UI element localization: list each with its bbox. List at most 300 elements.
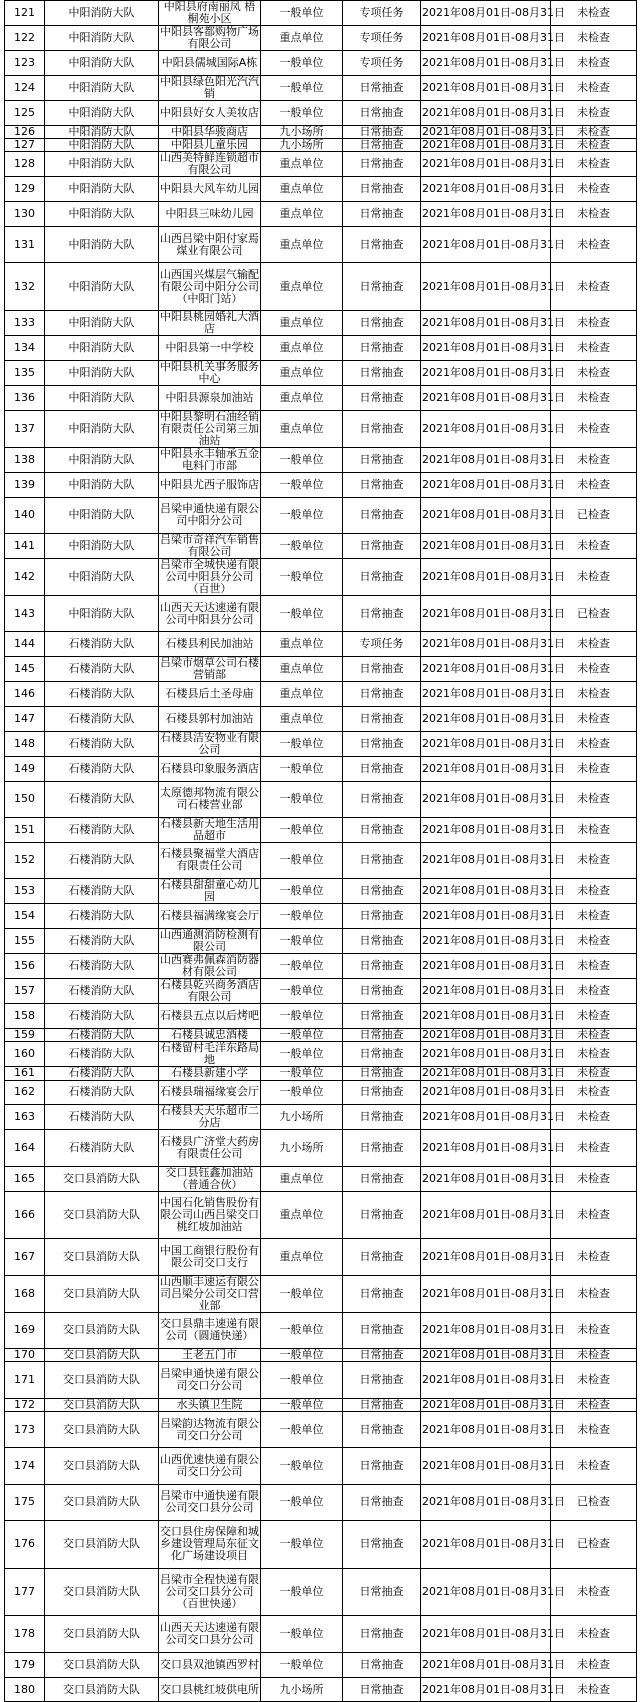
unit-name-cell: 中阳县客都购物广场有限公司 [160,25,259,50]
inspection-status-cell: 未检查 [551,26,637,51]
unit-name-cell: 石楼县诚忠酒楼 [159,1028,261,1041]
fire-team-cell: 中阳消防大队 [45,447,159,472]
table-row [5,904,637,929]
table-row [5,311,637,336]
unit-level-cell: 九小场所 [261,125,343,138]
table-row [5,1412,637,1448]
table-row [5,817,637,842]
unit-level-cell: 重点单位 [261,682,343,707]
row-number-cell: 132 [5,263,45,311]
fire-team-cell: 中阳消防大队 [45,385,159,410]
unit-level-cell: 重点单位 [261,1166,343,1191]
unit-level-cell: 重点单位 [261,1239,343,1275]
task-type-cell: 日常抽查 [343,1412,421,1448]
row-number-cell: 144 [5,632,45,657]
unit-name-cell: 中阳县三味幼儿园 [159,202,261,227]
row-number-cell: 138 [5,447,45,472]
inspection-status-cell: 未检查 [551,177,637,202]
task-type-cell: 日常抽查 [343,1105,421,1130]
inspection-period-cell: 2021年08月01日-08月31日 [421,1166,551,1191]
table-row [5,657,637,682]
fire-team-cell: 交口县消防大队 [45,1677,159,1702]
unit-level-cell: 一般单位 [261,100,343,125]
inspection-status-cell: 未检查 [551,51,637,76]
task-type-cell: 日常抽查 [343,657,421,682]
inspection-status-cell: 未检查 [551,1080,637,1105]
inspection-period-cell: 2021年08月01日-08月31日 [421,879,551,904]
row-number-cell: 178 [5,1616,45,1652]
row-number-cell: 137 [5,410,45,447]
unit-name-cell: 交口县钰鑫加油站（普通合伙） [159,1166,261,1191]
table-row [5,263,637,311]
fire-team-cell: 石楼消防大队 [45,1003,159,1028]
row-number-cell: 179 [5,1652,45,1677]
row-number-cell: 149 [5,756,45,781]
table-row [5,879,637,904]
row-number-cell: 134 [5,336,45,361]
table-row [5,953,637,978]
fire-team-cell: 中阳消防大队 [45,177,159,202]
unit-level-cell: 重点单位 [261,385,343,410]
task-type-cell: 日常抽查 [343,472,421,497]
unit-level-cell: 一般单位 [261,1003,343,1028]
row-number-cell: 145 [5,657,45,682]
fire-team-cell: 中阳消防大队 [45,75,159,100]
unit-name-cell: 交口县鼎丰速递有限公司（圆通快递） [159,1312,261,1348]
inspection-period-cell: 2021年08月01日-08月31日 [421,75,551,100]
inspection-status-cell: 未检查 [551,1312,637,1348]
task-type-cell: 日常抽查 [343,1362,421,1398]
table-row [5,1275,637,1312]
inspection-period-cell: 2021年08月01日-08月31日 [421,558,551,595]
table-row [5,842,637,878]
unit-name-cell: 王老五门市 [159,1349,261,1362]
table-row [5,385,637,410]
inspection-status-cell: 未检查 [551,1362,637,1398]
table-row [5,632,637,657]
inspection-period-cell: 2021年08月01日-08月31日 [421,1191,551,1239]
table-row [5,447,637,472]
table-row [5,595,637,631]
inspection-period-cell: 2021年08月01日-08月31日 [421,1652,551,1677]
task-type-cell: 日常抽查 [343,558,421,595]
unit-name-cell: 石楼县洁安物业有限公司 [160,730,259,756]
unit-name-cell: 吕梁市中通快递有限公司交口县分公司 [159,1484,261,1520]
row-number-cell: 152 [5,842,45,878]
inspection-status-cell: 未检查 [551,558,637,595]
task-type-cell: 专项任务 [343,632,421,657]
inspection-period-cell: 2021年08月01日-08月31日 [422,1027,565,1041]
unit-name-cell: 中阳县大风车幼儿园 [159,177,261,202]
unit-name-cell: 交口县双池镇西罗村 [159,1652,261,1677]
inspection-period-cell: 2021年08月01日-08月31日 [421,227,551,263]
unit-level-cell: 重点单位 [261,227,343,263]
unit-name-cell: 中阳县尤西子服饰店 [159,472,261,497]
inspection-period-cell: 2021年08月01日-08月31日 [422,138,565,152]
fire-team-cell: 交口县消防大队 [45,1312,159,1348]
inspection-status-cell: 未检查 [551,1568,637,1616]
row-number-cell: 172 [5,1398,45,1411]
unit-level-cell: 一般单位 [261,842,343,878]
row-number-cell: 141 [5,533,45,558]
task-type-cell: 日常抽查 [343,263,421,311]
inspection-period-cell: 2021年08月01日-08月31日 [421,781,551,817]
fire-team-cell: 中阳消防大队 [45,497,159,533]
inspection-period-cell: 2021年08月01日-08月31日 [421,928,551,953]
inspection-status-cell: 未检查 [551,152,637,177]
table-row [5,75,637,100]
unit-name-cell: 石楼县印象服务酒店 [159,756,261,781]
task-type-cell: 日常抽查 [343,1349,421,1362]
row-number-cell: 155 [5,928,45,953]
task-type-cell: 日常抽查 [343,1130,421,1166]
unit-name-cell: 交口县住房保障和城乡建设管理局东征文化广场建设项目 [159,1520,261,1568]
inspection-status-cell: 未检查 [551,978,637,1003]
row-number-cell: 136 [5,385,45,410]
inspection-period-cell: 2021年08月01日-08月31日 [421,657,551,682]
row-number-cell: 174 [5,1448,45,1484]
unit-level-cell: 重点单位 [261,336,343,361]
unit-name-cell: 吕梁市全城快递有限公司中阳县分公司（百世） [160,557,259,595]
inspection-period-cell: 2021年08月01日-08月31日 [421,51,551,76]
inspection-period-cell: 2021年08月01日-08月31日 [422,1397,565,1411]
inspection-period-cell: 2021年08月01日-08月31日 [421,1520,551,1568]
unit-level-cell: 一般单位 [261,1042,343,1067]
table-row [5,1616,637,1652]
fire-team-cell: 中阳消防大队 [45,139,159,152]
unit-level-cell: 一般单位 [261,756,343,781]
inspection-status-cell: 未检查 [551,1616,637,1652]
inspection-status-cell: 未检查 [551,311,637,336]
unit-level-cell: 一般单位 [261,1412,343,1448]
unit-level-cell: 重点单位 [261,657,343,682]
task-type-cell: 日常抽查 [343,1028,421,1041]
fire-team-cell: 石楼消防大队 [45,978,159,1003]
fire-team-cell: 中阳消防大队 [45,595,159,631]
unit-level-cell: 一般单位 [261,1568,343,1616]
inspection-period-cell: 2021年08月01日-08月31日 [421,1003,551,1028]
fire-team-cell: 石楼消防大队 [45,1130,159,1166]
row-number-cell: 154 [5,904,45,929]
task-type-cell: 日常抽查 [343,1191,421,1239]
inspection-status-cell: 未检查 [551,472,637,497]
inspection-status-cell: 未检查 [551,410,637,447]
row-number-cell: 158 [5,1003,45,1028]
unit-level-cell: 一般单位 [261,978,343,1003]
table-row [5,1130,637,1166]
table-row [5,533,637,558]
task-type-cell: 日常抽查 [343,1616,421,1652]
unit-level-cell: 重点单位 [261,410,343,447]
unit-level-cell: 重点单位 [261,177,343,202]
row-number-cell: 139 [5,472,45,497]
inspection-period-cell: 2021年08月01日-08月31日 [421,1239,551,1275]
inspection-period-cell: 2021年08月01日-08月31日 [421,1130,551,1166]
table-row [5,756,637,781]
unit-level-cell: 九小场所 [261,139,343,152]
task-type-cell: 日常抽查 [343,336,421,361]
task-type-cell: 日常抽查 [343,781,421,817]
unit-name-cell: 中阳县永丰轴承五金电料门市部 [160,446,259,472]
row-number-cell: 135 [5,360,45,385]
unit-level-cell: 一般单位 [261,1484,343,1520]
unit-level-cell: 一般单位 [261,1520,343,1568]
unit-name-cell: 山西吕梁中阳付家焉煤业有限公司 [159,227,261,263]
table-row [5,1349,637,1362]
inspection-period-cell: 2021年08月01日-08月31日 [421,1312,551,1348]
unit-name-cell: 中阳县华骏商店 [159,125,261,138]
inspection-period-cell: 2021年08月01日-08月31日 [422,1066,565,1080]
unit-name-cell: 山西顺丰速运有限公司吕梁分公司交口营业部 [160,1274,259,1312]
task-type-cell: 日常抽查 [343,879,421,904]
fire-team-cell: 交口县消防大队 [45,1616,159,1652]
inspection-status-cell: 未检查 [551,1191,637,1239]
table-row [5,1166,637,1191]
task-type-cell: 日常抽查 [343,1568,421,1616]
unit-name-cell: 石楼县郭村加油站 [159,706,261,731]
inspection-status-cell: 未检查 [551,533,637,558]
inspection-period-cell: 2021年08月01日-08月31日 [421,1042,551,1067]
inspection-status-cell: 已检查 [551,497,637,533]
inspection-status-cell: 未检查 [551,1105,637,1130]
inspection-status-cell: 未检查 [551,682,637,707]
row-number-cell: 167 [5,1239,45,1275]
inspection-period-cell: 2021年08月01日-08月31日 [421,1616,551,1652]
inspection-status-cell: 未检查 [551,385,637,410]
fire-team-cell: 石楼消防大队 [45,879,159,904]
table-row [5,497,637,533]
table-row [5,978,637,1003]
task-type-cell: 日常抽查 [343,953,421,978]
table-row [5,1484,637,1520]
task-type-cell: 日常抽查 [343,177,421,202]
unit-name-cell: 石楼县新天地生活用品超市 [160,816,259,842]
fire-team-cell: 交口县消防大队 [45,1166,159,1191]
unit-name-cell: 中阳县儿童乐园 [159,139,261,152]
fire-team-cell: 石楼消防大队 [45,781,159,817]
unit-name-cell: 石楼县利民加油站 [159,632,261,657]
task-type-cell: 日常抽查 [343,139,421,152]
table-row [5,26,637,51]
inspection-period-cell: 2021年08月01日-08月31日 [421,385,551,410]
unit-name-cell: 吕梁韵达物流有限公司交口分公司 [159,1412,261,1448]
row-number-cell: 142 [5,558,45,595]
unit-name-cell: 中阳县机关事务服务中心 [160,359,259,385]
inspection-status-cell: 未检查 [551,1412,637,1448]
table-row [5,1362,637,1398]
unit-level-cell: 重点单位 [261,311,343,336]
unit-level-cell: 一般单位 [261,1,343,26]
inspection-status-cell: 未检查 [551,879,637,904]
inspection-status-cell: 未检查 [551,1067,637,1080]
fire-team-cell: 交口县消防大队 [45,1239,159,1275]
fire-team-cell: 中阳消防大队 [45,263,159,311]
unit-name-cell: 石楼县新建小学 [159,1067,261,1080]
inspection-status-cell: 未检查 [551,928,637,953]
fire-team-cell: 中阳消防大队 [45,558,159,595]
fire-team-cell: 中阳消防大队 [45,360,159,385]
task-type-cell: 日常抽查 [343,1448,421,1484]
unit-name-cell: 中国工商银行股份有限公司交口支行 [159,1239,261,1275]
unit-name-cell: 吕梁市全程快递有限公司交口县分公司（百世快递） [159,1568,261,1616]
inspection-period-cell: 2021年08月01日-08月31日 [421,447,551,472]
unit-name-cell: 山西通测消防检测有限公司 [160,927,259,953]
fire-team-cell: 石楼消防大队 [45,817,159,842]
unit-level-cell: 一般单位 [261,1616,343,1652]
fire-team-cell: 石楼消防大队 [45,1080,159,1105]
task-type-cell: 日常抽查 [343,75,421,100]
inspection-period-cell: 2021年08月01日-08月31日 [421,842,551,878]
task-type-cell: 日常抽查 [343,1652,421,1677]
row-number-cell: 165 [5,1166,45,1191]
inspection-period-cell: 2021年08月01日-08月31日 [421,410,551,447]
task-type-cell: 日常抽查 [343,904,421,929]
inspection-status-cell: 未检查 [551,1239,637,1275]
unit-name-cell: 石楼县瑞福缘宴会厅 [159,1080,261,1105]
inspection-period-cell: 2021年08月01日-08月31日 [421,152,551,177]
task-type-cell: 日常抽查 [343,1166,421,1191]
row-number-cell: 153 [5,879,45,904]
fire-team-cell: 交口县消防大队 [45,1412,159,1448]
fire-team-cell: 交口县消防大队 [45,1520,159,1568]
inspection-status-cell: 未检查 [551,1275,637,1312]
inspection-period-cell: 2021年08月01日-08月31日 [421,360,551,385]
inspection-status-cell: 未检查 [551,1003,637,1028]
fire-team-cell: 中阳消防大队 [45,336,159,361]
inspection-status-cell: 未检查 [551,447,637,472]
fire-team-cell: 石楼消防大队 [45,756,159,781]
table-row [5,100,637,125]
unit-level-cell: 重点单位 [261,1191,343,1239]
unit-level-cell: 一般单位 [261,953,343,978]
unit-level-cell: 一般单位 [261,1028,343,1041]
fire-team-cell: 中阳消防大队 [45,227,159,263]
inspection-status-cell: 未检查 [551,125,637,138]
task-type-cell: 日常抽查 [343,533,421,558]
inspection-status-cell: 未检查 [551,227,637,263]
unit-level-cell: 一般单位 [261,497,343,533]
task-type-cell: 日常抽查 [343,227,421,263]
fire-team-cell: 石楼消防大队 [45,657,159,682]
inspection-status-cell: 未检查 [551,731,637,756]
task-type-cell: 日常抽查 [343,385,421,410]
row-number-cell: 177 [5,1568,45,1616]
inspection-status-cell: 未检查 [551,781,637,817]
inspection-period-cell: 2021年08月01日-08月31日 [421,1677,551,1702]
fire-team-cell: 石楼消防大队 [45,682,159,707]
unit-name-cell: 吕梁申通快递有限公司中阳分公司 [159,497,261,533]
inspection-table-body [5,1,637,1702]
row-number-cell: 143 [5,595,45,631]
task-type-cell: 日常抽查 [343,978,421,1003]
inspection-period-cell: 2021年08月01日-08月31日 [421,595,551,631]
inspection-status-cell: 未检查 [551,706,637,731]
row-number-cell: 151 [5,817,45,842]
inspection-period-cell: 2021年08月01日-08月31日 [422,124,565,138]
inspection-period-cell: 2021年08月01日-08月31日 [421,1275,551,1312]
fire-team-cell: 交口县消防大队 [45,1349,159,1362]
unit-name-cell: 中阳县桃园婚礼大酒店 [160,310,259,336]
unit-name-cell: 石楼县广济堂大药房有限责任公司 [159,1130,261,1166]
row-number-cell: 159 [5,1028,45,1041]
row-number-cell: 121 [5,1,45,26]
inspection-period-cell: 2021年08月01日-08月31日 [421,953,551,978]
inspection-period-cell: 2021年08月01日-08月31日 [422,1348,565,1362]
inspection-period-cell: 2021年08月01日-08月31日 [421,706,551,731]
task-type-cell: 专项任务 [343,26,421,51]
fire-team-cell: 交口县消防大队 [45,1484,159,1520]
task-type-cell: 日常抽查 [343,1275,421,1312]
task-type-cell: 日常抽查 [343,1312,421,1348]
fire-team-cell: 中阳消防大队 [45,410,159,447]
unit-name-cell: 山西优速快递有限公司交口分公司 [159,1448,261,1484]
fire-team-cell: 石楼消防大队 [45,953,159,978]
table-row [5,682,637,707]
task-type-cell: 日常抽查 [343,202,421,227]
unit-name-cell: 山西天天达速递有限公司中阳县分公司 [159,595,261,631]
unit-name-cell: 山西天天达速递有限公司交口县分公司 [159,1616,261,1652]
unit-level-cell: 重点单位 [261,706,343,731]
table-row [5,1398,637,1411]
row-number-cell: 127 [5,139,45,152]
inspection-status-cell: 未检查 [551,756,637,781]
fire-team-cell: 石楼消防大队 [45,632,159,657]
fire-team-cell: 中阳消防大队 [45,100,159,125]
table-row [5,1568,637,1616]
row-number-cell: 171 [5,1362,45,1398]
inspection-status-cell: 已检查 [551,1484,637,1520]
inspection-status-cell: 未检查 [551,360,637,385]
inspection-status-cell: 未检查 [551,1042,637,1067]
fire-team-cell: 石楼消防大队 [45,706,159,731]
unit-name-cell: 石楼留村毛洋东路局地 [160,1041,259,1067]
fire-team-cell: 石楼消防大队 [45,1067,159,1080]
row-number-cell: 129 [5,177,45,202]
row-number-cell: 140 [5,497,45,533]
table-row [5,1312,637,1348]
table-row [5,410,637,447]
row-number-cell: 128 [5,152,45,177]
inspection-status-cell: 未检查 [551,817,637,842]
unit-name-cell: 石楼县福满缘宴会厅 [159,904,261,929]
task-type-cell: 日常抽查 [343,410,421,447]
task-type-cell: 专项任务 [343,51,421,76]
inspection-status-cell: 未检查 [551,632,637,657]
row-number-cell: 157 [5,978,45,1003]
table-row [5,1652,637,1677]
table-row [5,125,637,138]
unit-level-cell: 一般单位 [261,1067,343,1080]
unit-level-cell: 重点单位 [261,360,343,385]
inspection-status-cell: 未检查 [551,75,637,100]
task-type-cell: 日常抽查 [343,100,421,125]
inspection-status-cell: 已检查 [551,1520,637,1568]
inspection-period-cell: 2021年08月01日-08月31日 [421,904,551,929]
unit-name-cell: 石楼县天天乐超市二分店 [160,1104,259,1130]
task-type-cell: 专项任务 [343,1,421,26]
table-row [5,51,637,76]
inspection-period-cell: 2021年08月01日-08月31日 [421,682,551,707]
unit-name-cell: 石楼县甜甜童心幼儿园 [160,878,259,904]
row-number-cell: 173 [5,1412,45,1448]
inspection-status-cell: 未检查 [551,1028,637,1041]
unit-level-cell: 一般单位 [261,75,343,100]
table-row [5,706,637,731]
task-type-cell: 日常抽查 [343,706,421,731]
task-type-cell: 日常抽查 [343,1080,421,1105]
unit-level-cell: 重点单位 [261,152,343,177]
task-type-cell: 日常抽查 [343,360,421,385]
